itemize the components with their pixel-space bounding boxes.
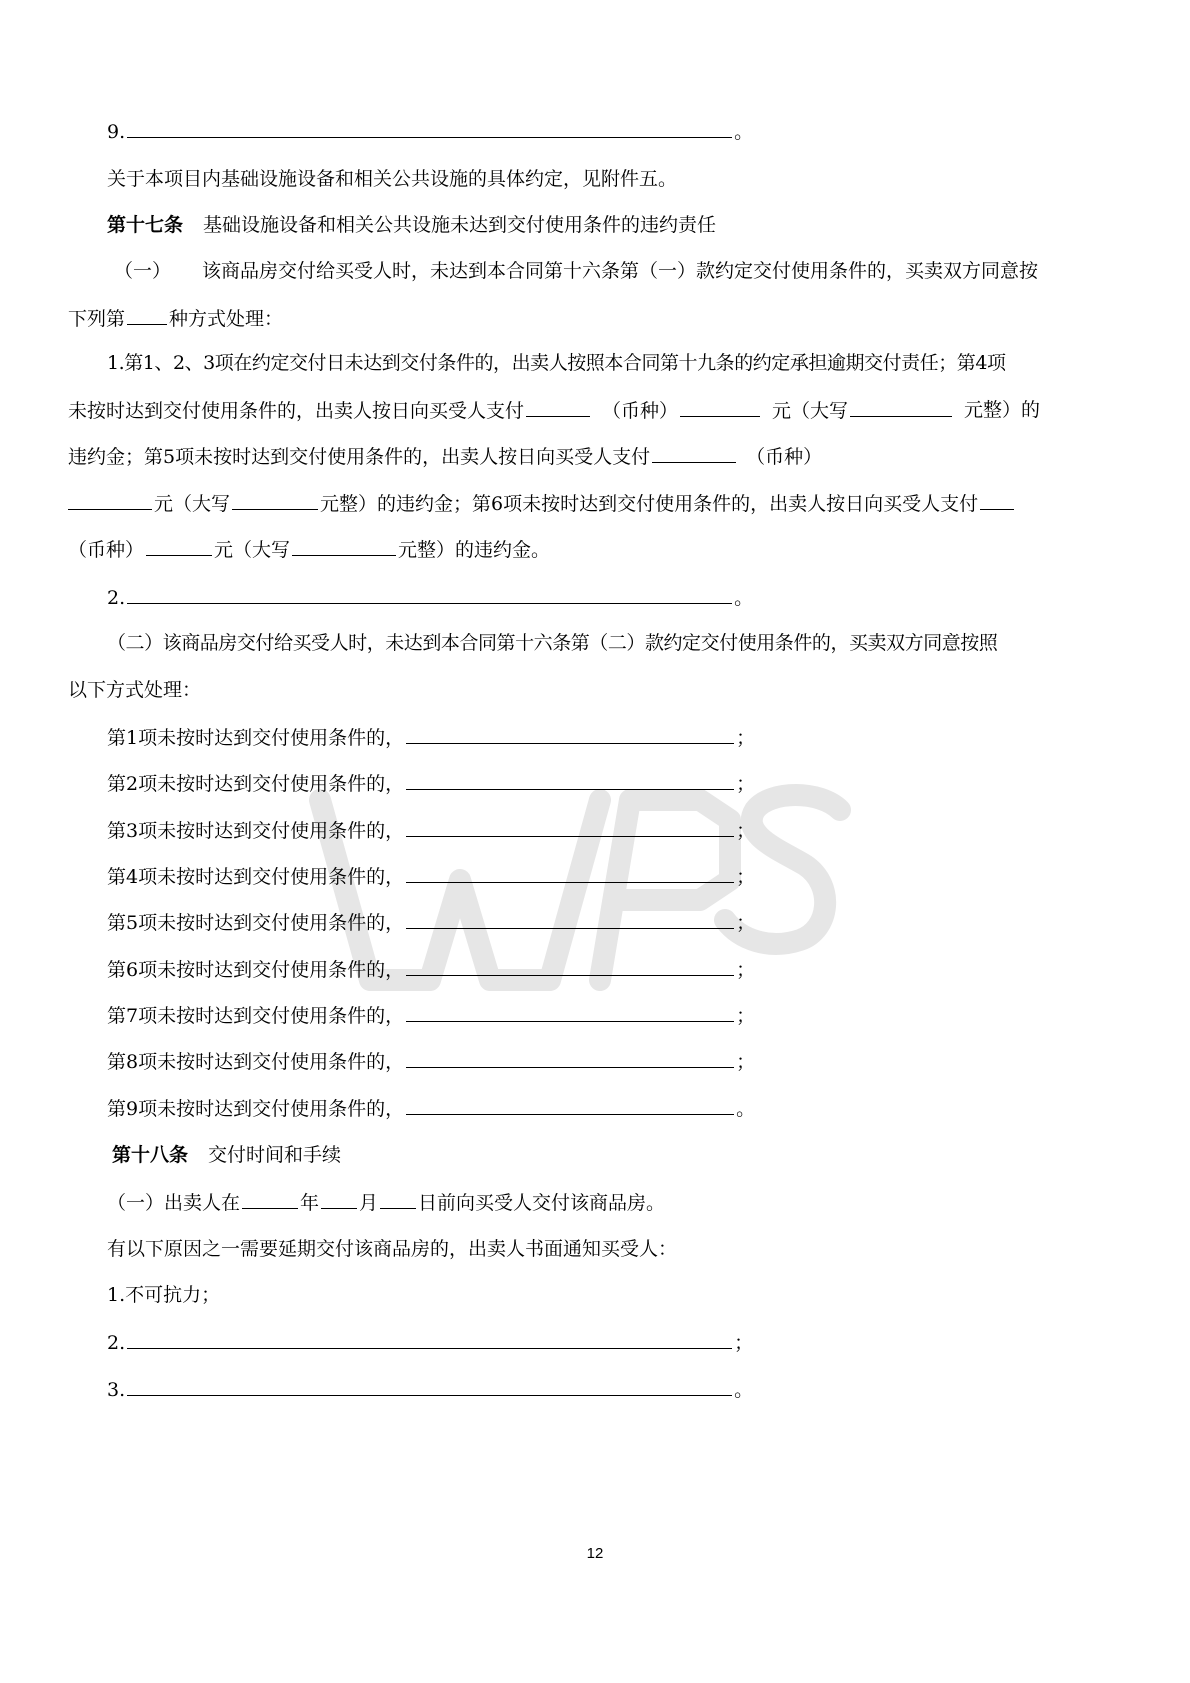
list-item: 第8项未按时达到交付使用条件的， ； — [107, 1048, 755, 1074]
list-item: 第5项未按时达到交付使用条件的， ； — [107, 909, 755, 935]
article-title: 第十八条 — [112, 1144, 189, 1166]
fill-blank[interactable] — [127, 1329, 732, 1349]
fill-blank[interactable] — [127, 584, 732, 604]
paragraph-line: 以下方式处理： — [68, 679, 202, 701]
fill-blank[interactable] — [406, 770, 734, 790]
clause-number: 9. — [107, 121, 126, 143]
paragraph-line — [68, 443, 822, 469]
list-item: 第2项未按时达到交付使用条件的， ； — [107, 770, 755, 796]
article-subject: 交付时间和手续 — [208, 1144, 342, 1166]
text: 该商品房交付给买受人时，未达到本合同第十六条第（一）款约定交付使用条件的，买卖双方同意按 — [201, 260, 1038, 282]
clause-line: 3. 。 — [107, 1376, 753, 1402]
paragraph-line: 有以下原因之一需要延期交付该商品房的，出卖人书面通知买受人： — [107, 1238, 678, 1260]
text: （币种） — [68, 539, 145, 561]
article-subject: 基础设施设备和相关公共设施未达到交付使用条件的违约责任 — [203, 214, 717, 236]
punctuation: 。 — [734, 587, 754, 609]
text: 元（大写 — [772, 397, 954, 423]
text: 元整）的违约金。 — [398, 539, 551, 561]
clause-2-line — [107, 584, 753, 610]
text: 元（大写 — [154, 493, 231, 515]
page-number: 12 — [586, 1545, 604, 1562]
article-17-heading — [107, 212, 716, 238]
fill-blank[interactable] — [850, 397, 952, 417]
article-title: 第十七条 — [107, 214, 184, 236]
list-item: 第1项未按时达到交付使用条件的， ； — [107, 724, 755, 750]
text: （币种） — [746, 446, 823, 468]
fill-blank[interactable] — [127, 118, 732, 138]
year-blank[interactable] — [242, 1189, 298, 1209]
paragraph-line: 1.第1、2、3项在约定交付日未达到交付条件的，出卖人按照本合同第十九条的约定承担逾期交付责任；第4项 — [107, 352, 1006, 374]
fill-blank[interactable] — [406, 724, 734, 744]
clause-9-line — [107, 118, 753, 144]
list-item: 第3项未按时达到交付使用条件的， ； — [107, 817, 755, 843]
text: （币种） — [602, 397, 762, 423]
fill-blank[interactable] — [406, 909, 734, 929]
fill-blank[interactable] — [232, 490, 318, 510]
paragraph-line: （一）出卖人在 年 月 日前向买受人交付该商品房。 — [107, 1189, 665, 1215]
fill-blank[interactable] — [980, 490, 1014, 510]
paragraph-line — [68, 490, 1016, 516]
text: 未按时达到交付使用条件的，出卖人按日向买受人支付 — [68, 397, 592, 423]
paragraph-line — [68, 536, 550, 562]
fill-blank[interactable] — [127, 305, 167, 325]
punctuation: 。 — [734, 121, 754, 143]
fill-blank[interactable] — [652, 443, 736, 463]
list-item: 第9项未按时达到交付使用条件的， 。 — [107, 1095, 755, 1121]
text: 元整）的违约金；第6项未按时达到交付使用条件的，出卖人按日向买受人支付 — [320, 493, 979, 515]
fill-blank[interactable] — [680, 397, 760, 417]
fill-blank[interactable] — [406, 817, 734, 837]
fill-blank[interactable] — [146, 536, 212, 556]
article-18-heading — [112, 1142, 341, 1168]
paragraph-line: （二）该商品房交付给买受人时，未达到本合同第十六条第（二）款约定交付使用条件的，买卖双方同意按照 — [107, 632, 998, 654]
paragraph: 关于本项目内基础设施设备和相关公共设施的具体约定，见附件五。 — [107, 168, 678, 190]
text: 违约金；第5项未按时达到交付使用条件的，出卖人按日向买受人支付 — [68, 446, 651, 468]
text: 下列第 — [68, 308, 126, 330]
paragraph-line — [68, 305, 283, 331]
list-item: 第4项未按时达到交付使用条件的， ； — [107, 863, 755, 889]
paragraph-line — [68, 397, 1040, 423]
fill-blank[interactable] — [127, 1376, 732, 1396]
text: 元（大写 — [214, 539, 291, 561]
clause-line: 2. ； — [107, 1329, 753, 1355]
fill-blank[interactable] — [292, 536, 396, 556]
month-blank[interactable] — [321, 1189, 357, 1209]
list-item: 第6项未按时达到交付使用条件的， ； — [107, 956, 755, 982]
fill-blank[interactable] — [526, 397, 590, 417]
text: 种方式处理： — [169, 308, 284, 330]
day-blank[interactable] — [380, 1189, 416, 1209]
paragraph-line — [114, 258, 1038, 284]
fill-blank[interactable] — [68, 490, 152, 510]
list-item: 第7项未按时达到交付使用条件的， ； — [107, 1002, 755, 1028]
fill-blank[interactable] — [406, 1095, 734, 1115]
fill-blank[interactable] — [406, 1048, 734, 1068]
clause-number: 2. — [107, 587, 126, 609]
text: （一） — [114, 260, 172, 282]
fill-blank[interactable] — [406, 863, 734, 883]
text: 元整）的 — [963, 399, 1040, 421]
fill-blank[interactable] — [406, 1002, 734, 1022]
paragraph-line: 1.不可抗力； — [107, 1284, 221, 1306]
fill-blank[interactable] — [406, 956, 734, 976]
